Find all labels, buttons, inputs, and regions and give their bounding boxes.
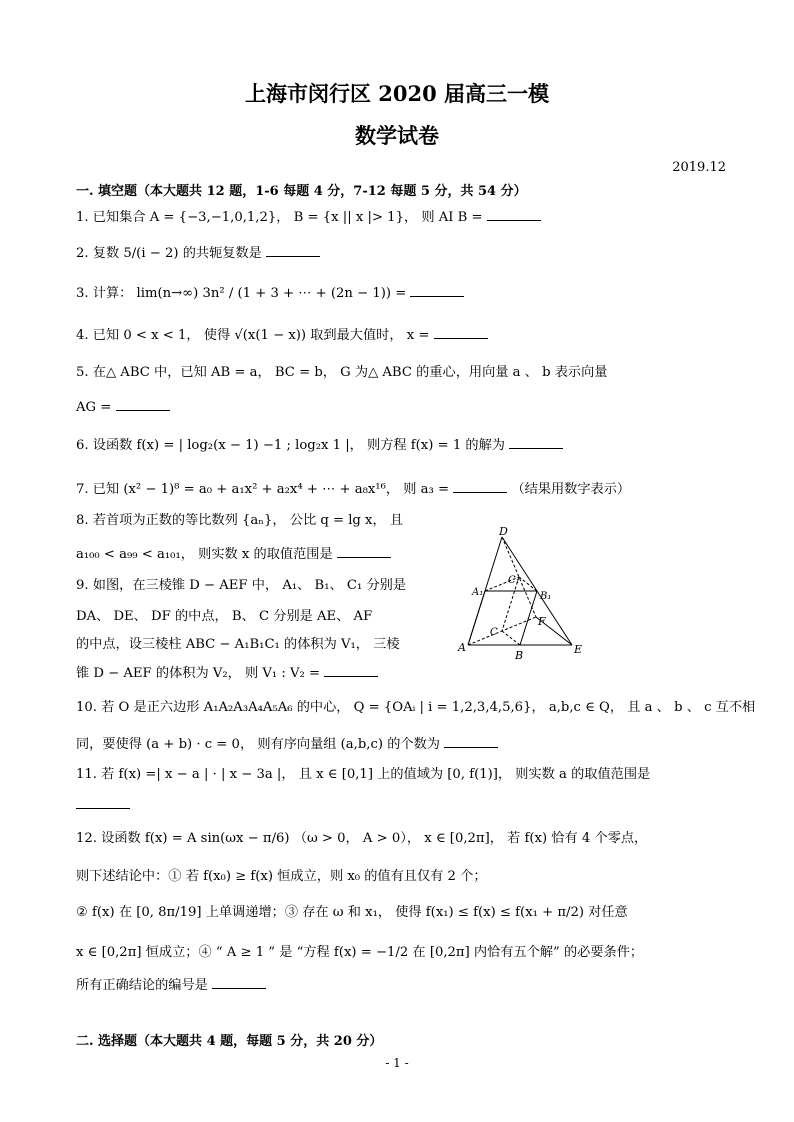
answer-blank[interactable]: [76, 796, 130, 809]
question-1: [76, 208, 541, 227]
label-C1: C₁: [508, 575, 520, 586]
question-7: [76, 480, 630, 499]
question-11-line-2: [76, 796, 130, 815]
question-text: 10. 若 O 是正六边形 A₁A₂A₃A₄A₅A₆ 的中心， Q = {OAᵢ | i = 1,2,3,4,5,6}， a,b,c ∈ Q， 且 a 、 b 、 c 互不相: [76, 700, 756, 715]
page-number: - 1 -: [385, 1056, 409, 1070]
answer-blank[interactable]: [212, 976, 266, 989]
question-text: DA、 DE、 DF 的中点， B、 C 分别是 AE、 AF: [76, 609, 373, 624]
question-9-line-4: [76, 664, 378, 683]
question-text: 2. 复数 5/(i − 2) 的共轭复数是: [76, 246, 262, 261]
question-12-line-2: [76, 868, 487, 886]
section-1-title: 一. 填空题（本大题共 12 题，1-6 每题 4 分，7-12 每题 5 分，共 54 分）: [76, 184, 527, 199]
label-B: B: [515, 649, 524, 662]
question-text: 的中点，设三棱柱 ABC − A₁B₁C₁ 的体积为 V₁， 三棱: [76, 637, 400, 652]
question-text: 5. 在△ ABC 中，已知 AB = a， BC = b， G 为△ ABC 的重心，用向量 a 、 b 表示向量: [76, 365, 608, 380]
edge-A1A: [468, 591, 485, 645]
label-E: E: [574, 643, 583, 656]
question-note: （结果用数字表示）: [511, 482, 631, 497]
question-2: [76, 244, 320, 263]
label-C: C: [490, 627, 498, 638]
question-4: [76, 326, 488, 345]
question-5-line-2: [76, 398, 170, 417]
question-text: 同，要使得 (a + b) · c = 0， 则有序向量组 (a,b,c) 的个数为: [76, 737, 440, 752]
label-F: F: [538, 615, 546, 628]
edge-BC: [502, 631, 520, 645]
question-12-line-3: [76, 904, 628, 922]
answer-blank[interactable]: [410, 284, 464, 297]
exam-date: 2019.12: [672, 160, 726, 175]
question-text: 3. 计算： lim(n→∞) 3n² / (1 + 3 + ⋯ + (2n − 1)) =: [76, 286, 407, 301]
question-text: 6. 设函数 f(x) = | log₂(x − 1) −1 ; log₂x 1 |， 则方程 f(x) = 1 的解为: [76, 438, 505, 453]
question-9-line-2: [76, 608, 372, 626]
question-text: a₁₀₀ < a₉₉ < a₁₀₁， 则实数 x 的取值范围是: [76, 547, 333, 562]
question-text: 锥 D − AEF 的体积为 V₂， 则 V₁ : V₂ =: [76, 666, 321, 681]
question-text: 1. 已知集合 A = {−3,−1,0,1,2}， B = {x || x |> 1}， 则 AI B =: [76, 210, 483, 225]
answer-blank[interactable]: [453, 480, 507, 493]
question-text: 9. 如图，在三棱锥 D − AEF 中， A₁、 B₁、 C₁ 分别是: [76, 578, 407, 593]
answer-blank[interactable]: [324, 664, 378, 677]
question-9: [76, 577, 406, 595]
label-A1: A₁: [472, 587, 484, 598]
question-text: AG =: [76, 400, 112, 415]
question-10-line-2: [76, 735, 498, 754]
tetrahedron-figure: [450, 525, 600, 665]
answer-blank[interactable]: [116, 398, 170, 411]
question-11: [76, 766, 650, 784]
answer-blank[interactable]: [444, 735, 498, 748]
question-8-line-2: [76, 545, 391, 564]
answer-blank[interactable]: [266, 244, 320, 257]
question-9-line-3: [76, 636, 400, 654]
question-text: 12. 设函数 f(x) = A sin(ωx − π/6) （ω > 0， A > 0）， x ∈ [0,2π]， 若 f(x) 恰有 4 个零点，: [76, 831, 648, 846]
question-6: [76, 436, 563, 455]
question-8: [76, 512, 403, 530]
question-text: 7. 已知 (x² − 1)⁸ = a₀ + a₁x² + a₂x⁴ + ⋯ + a₈x¹⁶， 则 a₃ =: [76, 482, 450, 497]
section-2-title: 二. 选择题（本大题共 4 题，每题 5 分，共 20 分）: [76, 1034, 383, 1049]
answer-blank[interactable]: [509, 436, 563, 449]
question-12: [76, 830, 647, 848]
question-5: [76, 364, 607, 382]
label-B1: B₁: [540, 591, 552, 602]
question-text: 所有正确结论的编号是: [76, 978, 208, 993]
answer-blank[interactable]: [337, 545, 391, 558]
question-3: [76, 284, 464, 303]
label-A: A: [458, 641, 466, 654]
question-text: x ∈ [0,2π] 恒成立；④ “ A ≥ 1 ” 是 “方程 f(x) = −1/2 在 [0,2π] 内恰有五个解” 的必要条件；: [76, 945, 644, 960]
question-text: 8. 若首项为正数的等比数列 {aₙ}， 公比 q = lg x， 且: [76, 513, 404, 528]
question-text: 4. 已知 0 < x < 1， 使得 √(x(1 − x)) 取到最大值时， x =: [76, 328, 430, 343]
page-subtitle: 数学试卷: [355, 123, 439, 148]
question-10: [76, 699, 755, 717]
label-D: D: [499, 525, 508, 538]
question-text: 11. 若 f(x) =| x − a | · | x − 3a |， 且 x ∈ [0,1] 上的值域为 [0, f(1)]， 则实数 a 的取值范围是: [76, 767, 651, 782]
question-12-line-4: [76, 944, 643, 962]
answer-blank[interactable]: [434, 326, 488, 339]
answer-blank[interactable]: [487, 208, 541, 221]
question-12-line-5: [76, 976, 266, 995]
question-text: ② f(x) 在 [0, 8π/19] 上单调递增；③ 存在 ω 和 x₁， 使得 f(x₁) ≤ f(x) ≤ f(x₁ + π/2) 对任意: [76, 905, 628, 920]
page-title: 上海市闵行区 2020 届高三一模: [244, 81, 550, 106]
question-text: 则下述结论中：① 若 f(x₀) ≥ f(x) 恒成立，则 x₀ 的值有且仅有 2 个；: [76, 869, 487, 884]
